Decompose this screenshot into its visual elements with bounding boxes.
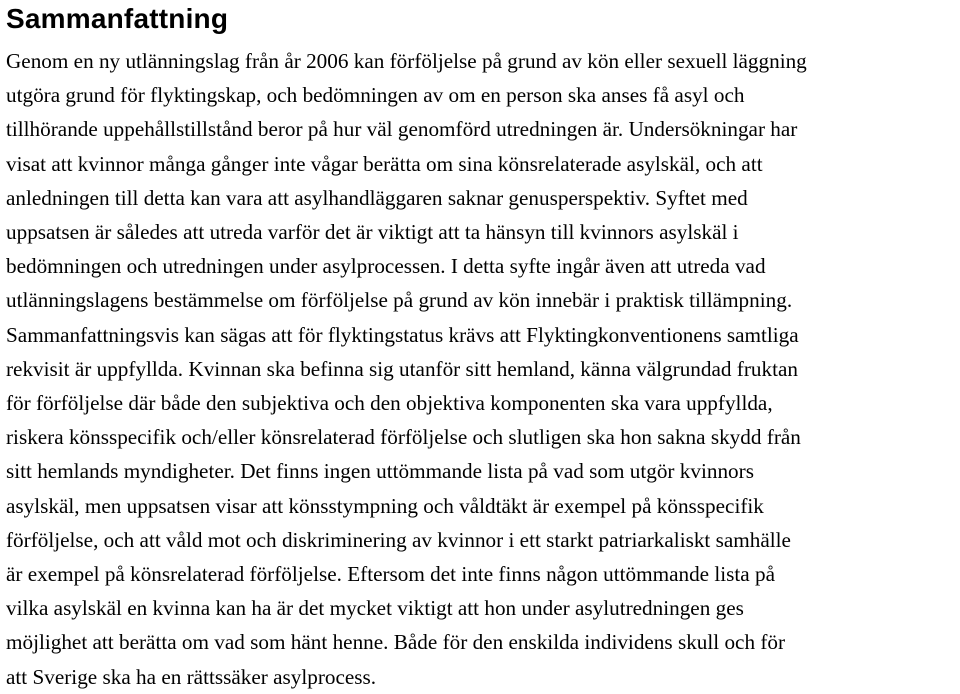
paragraph-line: utlänningslagens bestämmelse om förföljelse på grund av kön innebär i praktisk tillämpning. bbox=[6, 288, 793, 313]
paragraph-line: sitt hemlands myndigheter. Det finns ingen uttömmande lista på vad som utgör kvinnors bbox=[6, 459, 754, 484]
paragraph-line: möjlighet att berätta om vad som hänt henne. Både för den enskilda individens skull och för bbox=[6, 630, 786, 655]
paragraph-line: förföljelse, och att våld mot och diskriminering av kvinnor i ett starkt patriarkaliskt samhälle bbox=[6, 527, 791, 552]
paragraph-line: uppsatsen är således att utreda varför det är viktigt att ta hänsyn till kvinnors asylskäl i bbox=[6, 220, 739, 245]
paragraph-line: för förföljelse där både den subjektiva och den objektiva komponenten ska vara uppfyllda, bbox=[6, 391, 773, 416]
paragraph-line: Sammanfattningsvis kan sägas att för flyktingstatus krävs att Flyktingkonventionens samtliga bbox=[6, 322, 799, 347]
paragraph-line: asylskäl, men uppsatsen visar att könsstympning och våldtäkt är exempel på könsspecifik bbox=[6, 493, 764, 518]
page-title: Sammanfattning bbox=[6, 3, 229, 34]
paragraph-line: att Sverige ska ha en rättssäker asylprocess. bbox=[6, 664, 377, 689]
paragraph-line: riskera könsspecifik och/eller könsrelaterad förföljelse och slutligen ska hon sakna skydd från bbox=[6, 425, 801, 450]
paragraph-line: bedömningen och utredningen under asylprocessen. I detta syfte ingår även att utreda vad bbox=[6, 254, 766, 279]
paragraph-line: utgöra grund för flyktingskap, och bedömningen av om en person ska anses få asyl och bbox=[6, 83, 745, 108]
paragraph-line: tillhörande uppehållstillstånd beror på hur väl genomförd utredningen är. Undersökningar har bbox=[6, 117, 798, 142]
paragraph-line: vilka asylskäl en kvinna kan ha är det mycket viktigt att hon under asylutredningen ges bbox=[6, 596, 744, 621]
paragraph-line: är exempel på könsrelaterad förföljelse. Eftersom det inte finns någon uttömmande lista på bbox=[6, 562, 775, 587]
paragraph-line: Genom en ny utlänningslag från år 2006 kan förföljelse på grund av kön eller sexuell läggning bbox=[6, 49, 807, 73]
paragraph-line: rekvisit är uppfyllda. Kvinnan ska befinna sig utanför sitt hemland, känna välgrundad fruktan bbox=[6, 356, 798, 381]
summary-paragraph bbox=[6, 44, 952, 694]
paragraph-line: anledningen till detta kan vara att asylhandläggaren saknar genusperspektiv. Syftet med bbox=[6, 185, 748, 210]
paragraph-line: visat att kvinnor många gånger inte vågar berätta om sina könsrelaterade asylskäl, och att bbox=[6, 151, 763, 176]
